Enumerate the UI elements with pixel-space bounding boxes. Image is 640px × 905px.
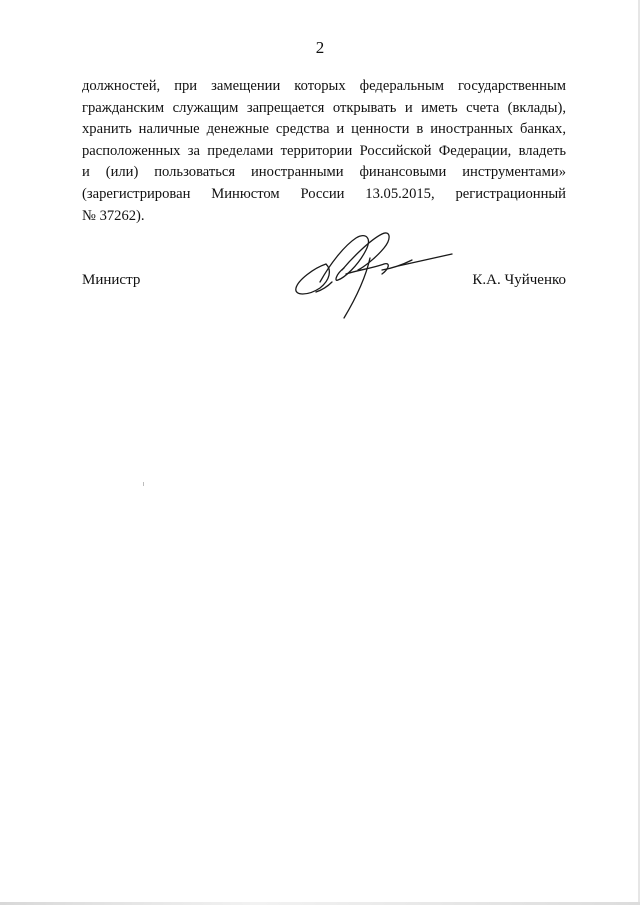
signatory-name: К.А. Чуйченко <box>472 272 566 288</box>
page-number: 2 <box>315 38 325 57</box>
paragraph-line: и (или) пользоваться иностранными финансовыми инструментами» <box>82 164 566 181</box>
scan-artifact <box>143 482 144 486</box>
paragraph-line: должностей, при замещении которых федеральным государственным <box>82 78 566 94</box>
paragraph-line: расположенных за пределами территории Российской Федерации, владеть <box>82 142 566 159</box>
paragraph-line: (зарегистрирован Минюстом России 13.05.2015, регистрационный <box>82 185 566 202</box>
handwritten-signature <box>286 224 458 322</box>
signatory-title: Министр <box>82 272 141 288</box>
body-paragraph <box>82 76 566 227</box>
signature-stroke <box>382 260 412 270</box>
signature-stroke <box>398 254 452 266</box>
paragraph-line: гражданским служащим запрещается открывать и иметь счета (вклады), <box>82 99 566 116</box>
signature-stroke <box>344 258 370 318</box>
paragraph-line: № 37262). <box>82 207 145 224</box>
paragraph-line: хранить наличные денежные средства и ценности в иностранных банках, <box>82 121 566 138</box>
signature-stroke <box>296 264 330 294</box>
signature-stroke <box>320 236 368 282</box>
